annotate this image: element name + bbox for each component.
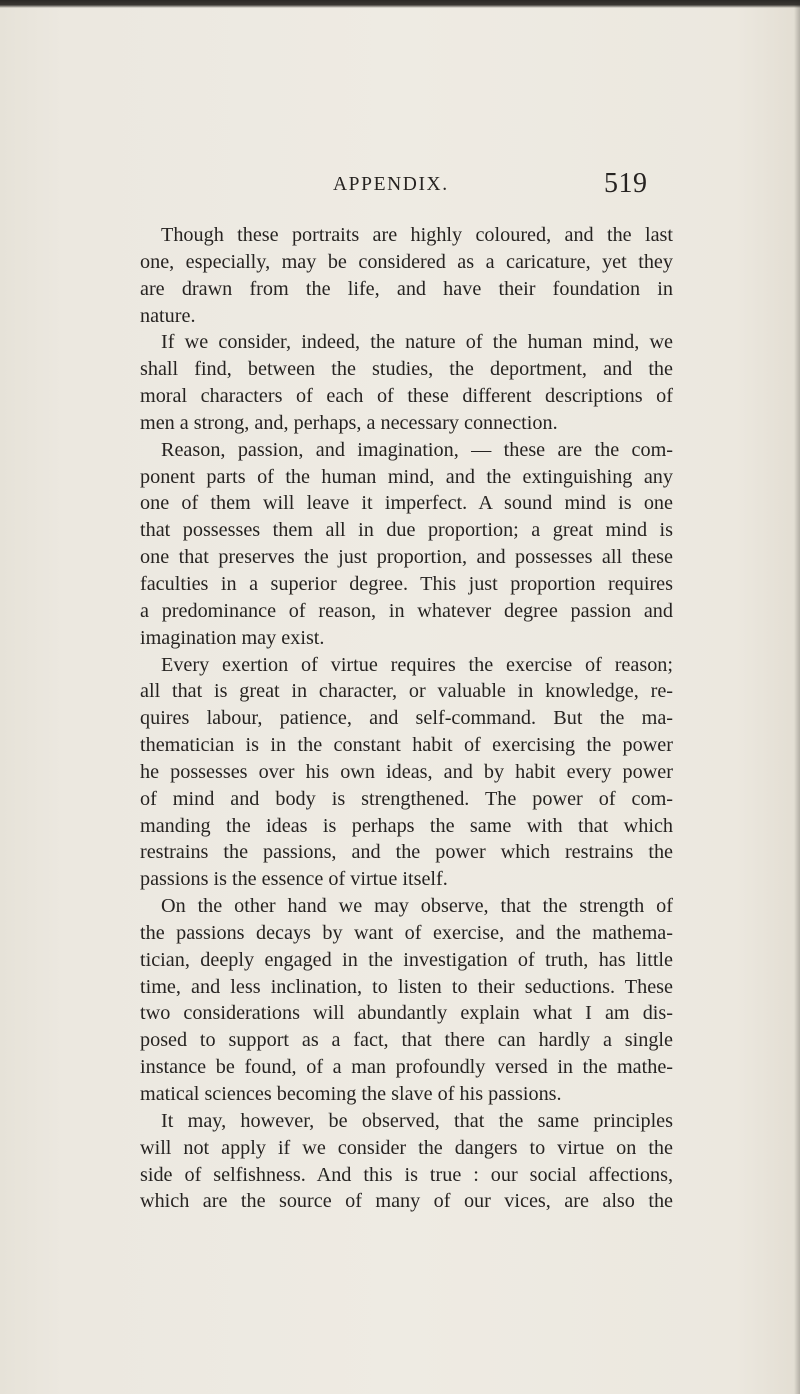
running-head <box>0 168 800 202</box>
text-line: are drawn from the life, and have their foundation in <box>140 277 673 300</box>
text-line: that possesses them all in due proportion; a great mind is <box>140 519 673 542</box>
text-line: thematician is in the constant habit of exercising the power <box>140 734 673 757</box>
text-line: matical sciences becoming the slave of his passions. <box>140 1083 562 1105</box>
text-line: moral characters of each of these different descriptions of <box>140 385 673 408</box>
text-line: one, especially, may be considered as a caricature, yet they <box>140 250 673 273</box>
text-line: instance be found, of a man profoundly versed in the mathe- <box>140 1056 673 1079</box>
text-line: On the other hand we may observe, that the strength of <box>161 895 673 918</box>
text-line: Though these portraits are highly coloured, and the last <box>161 224 673 246</box>
text-line: which are the source of many of our vices, are also the <box>140 1190 673 1213</box>
text-line: will not apply if we consider the dangers to virtue on the <box>140 1136 673 1159</box>
page-top-edge <box>0 0 800 8</box>
text-line: ponent parts of the human mind, and the extinguishing any <box>140 465 673 488</box>
text-line: a predominance of reason, in whatever degree passion and <box>140 599 673 622</box>
text-line: quires labour, patience, and self-command. But the ma- <box>140 707 673 730</box>
text-line: shall find, between the studies, the deportment, and the <box>140 358 673 381</box>
text-line: of mind and body is strengthened. The power of com- <box>140 787 673 810</box>
running-title: APPENDIX. <box>333 174 449 195</box>
text-line: one of them will leave it imperfect. A sound mind is one <box>140 492 673 515</box>
text-line: time, and less inclination, to listen to their seductions. These <box>140 975 673 998</box>
text-line: one that preserves the just proportion, and possesses all these <box>140 546 673 569</box>
text-line: nature. <box>140 304 196 327</box>
text-line: Reason, passion, and imagination, — these are the com- <box>161 438 673 461</box>
text-line: passions is the essence of virtue itself. <box>140 868 448 891</box>
text-line: two considerations will abundantly explain what I am dis- <box>140 1002 673 1025</box>
text-line: It may, however, be observed, that the same principles <box>161 1109 673 1132</box>
body-text <box>140 222 673 1215</box>
text-line: If we consider, indeed, the nature of the human mind, we <box>161 331 673 354</box>
text-line: he possesses over his own ideas, and by habit every power <box>140 760 673 783</box>
text-line: the passions decays by want of exercise, and the mathema- <box>140 921 673 944</box>
text-line: tician, deeply engaged in the investigation of truth, has little <box>140 948 673 971</box>
text-line: Every exertion of virtue requires the exercise of reason; <box>161 653 673 676</box>
text-line: restrains the passions, and the power which restrains the <box>140 841 673 864</box>
text-line: all that is great in character, or valuable in knowledge, re- <box>140 680 673 703</box>
text-line: side of selfishness. And this is true : our social affections, <box>140 1163 673 1186</box>
text-line: imagination may exist. <box>140 626 325 649</box>
text-line: faculties in a superior degree. This just proportion requires <box>140 572 673 595</box>
text-line: men a strong, and, perhaps, a necessary connection. <box>140 411 558 434</box>
text-line: manding the ideas is perhaps the same with that which <box>140 814 673 837</box>
page-number: 519 <box>604 168 648 199</box>
text-line: posed to support as a fact, that there can hardly a single <box>140 1029 673 1052</box>
page-right-shadow <box>794 0 800 1394</box>
